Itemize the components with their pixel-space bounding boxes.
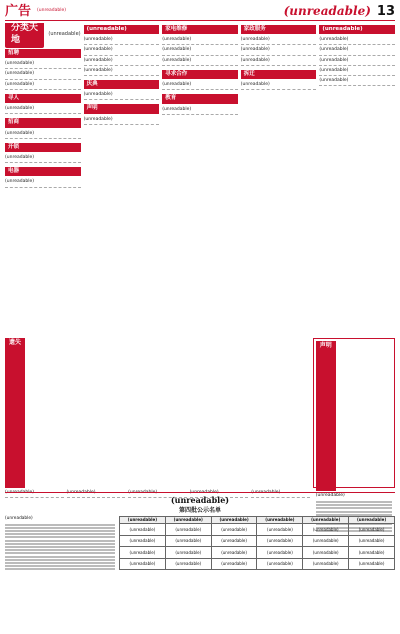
notice-text-filler	[5, 524, 115, 571]
classified-ad: (unreadable)	[319, 58, 395, 66]
table-cell: (unreadable)	[165, 558, 211, 570]
lost-notice: (unreadable)	[128, 490, 187, 498]
category-label: 拆迁	[241, 70, 317, 79]
table-cell: (unreadable)	[303, 547, 349, 559]
table-cell: (unreadable)	[303, 558, 349, 570]
classified-ad: (unreadable)	[5, 179, 81, 187]
table-cell: (unreadable)	[165, 524, 211, 536]
category-label: 家电维修	[162, 25, 238, 34]
table-cell: (unreadable)	[303, 535, 349, 547]
classified-ad: (unreadable)	[162, 107, 238, 115]
classified-banner	[5, 23, 81, 45]
table-header-cell: (unreadable)	[165, 516, 211, 523]
category-label: 开锁	[5, 143, 81, 152]
lost-notice: (unreadable)	[67, 490, 126, 498]
classified-ad: (unreadable)	[241, 37, 317, 45]
table-body	[120, 524, 395, 570]
notice-text	[5, 516, 115, 570]
lost-notice: (unreadable)	[5, 490, 64, 498]
classified-ad: (unreadable)	[84, 37, 160, 45]
notice-text-body: (unreadable)	[5, 515, 33, 521]
page-number: 13	[376, 3, 395, 19]
masthead	[5, 3, 395, 21]
table-row	[120, 558, 395, 570]
notice-body	[5, 516, 395, 570]
classified-grid	[5, 23, 395, 335]
category-label: 电器	[5, 167, 81, 176]
table-cell: (unreadable)	[349, 558, 395, 570]
classified-ad: (unreadable)	[5, 61, 81, 69]
category-label: (unreadable)	[84, 25, 160, 34]
table-cell: (unreadable)	[257, 535, 303, 547]
lost-notices-label: 遗失	[5, 338, 25, 488]
issue-date: (unreadable)	[37, 8, 66, 14]
category-label: 家政服务	[241, 25, 317, 34]
banner-hotline: (unreadable)	[48, 30, 81, 37]
statement-text: (unreadable)	[315, 493, 345, 498]
notices-section	[5, 338, 395, 498]
classified-ad: (unreadable)	[5, 82, 81, 90]
table-cell: (unreadable)	[120, 535, 166, 547]
table-cell: (unreadable)	[211, 535, 257, 547]
classified-ad: (unreadable)	[84, 47, 160, 55]
public-notice	[5, 492, 395, 630]
classified-ad: (unreadable)	[5, 71, 81, 79]
category-label: 招聘	[5, 49, 81, 58]
column-5	[319, 23, 395, 335]
newspaper-brand: (unreadable)	[283, 4, 371, 19]
category-label: 招商	[5, 118, 81, 127]
statement-box	[313, 338, 395, 498]
public-list-table	[119, 516, 395, 570]
table-cell: (unreadable)	[165, 535, 211, 547]
classified-ad: (unreadable)	[319, 37, 395, 45]
table-cell: (unreadable)	[349, 535, 395, 547]
lost-notices	[5, 338, 310, 495]
table-cell: (unreadable)	[120, 558, 166, 570]
lost-notice: (unreadable)	[251, 490, 310, 498]
classified-ad: (unreadable)	[162, 58, 238, 66]
table-header-cell: (unreadable)	[257, 516, 303, 523]
table-cell: (unreadable)	[211, 558, 257, 570]
notice-subhead: 第四批公示名单	[178, 506, 221, 514]
classified-ad: (unreadable)	[162, 47, 238, 55]
notice-headline: (unreadable)	[170, 495, 230, 505]
category-label: 声明	[84, 104, 160, 113]
category-label: 教育	[162, 94, 238, 103]
table-header-cell: (unreadable)	[349, 516, 395, 523]
table-row	[120, 535, 395, 547]
table-cell: (unreadable)	[303, 524, 349, 536]
classified-ad: (unreadable)	[241, 47, 317, 55]
section-title: 广告	[5, 3, 32, 19]
classified-ad: (unreadable)	[84, 58, 160, 66]
banner-title: 分类天地	[5, 23, 44, 48]
column-3	[162, 23, 238, 335]
category-label: 寻人	[5, 94, 81, 103]
category-label: 庆典	[84, 80, 160, 89]
classified-ad: (unreadable)	[5, 131, 81, 139]
classified-ad: (unreadable)	[241, 82, 317, 90]
classified-ad: (unreadable)	[241, 58, 317, 66]
classified-ad: (unreadable)	[162, 82, 238, 90]
lost-notice: (unreadable)	[190, 490, 249, 498]
classified-ad: (unreadable)	[319, 47, 395, 55]
category-label: 寻求合作	[162, 70, 238, 79]
column-1	[5, 23, 81, 335]
table-header-cell: (unreadable)	[303, 516, 349, 523]
classified-ad: (unreadable)	[319, 78, 395, 86]
table-cell: (unreadable)	[120, 524, 166, 536]
classified-ad: (unreadable)	[84, 68, 160, 76]
table-row	[120, 547, 395, 559]
table-cell: (unreadable)	[349, 524, 395, 536]
table-cell: (unreadable)	[257, 558, 303, 570]
classified-ad: (unreadable)	[84, 117, 160, 125]
classified-ad: (unreadable)	[5, 106, 81, 114]
table-header-cell: (unreadable)	[211, 516, 257, 523]
table-cell: (unreadable)	[211, 524, 257, 536]
table-cell: (unreadable)	[257, 524, 303, 536]
classified-ad: (unreadable)	[162, 37, 238, 45]
statement-label: 声明	[316, 341, 336, 491]
table-cell: (unreadable)	[165, 547, 211, 559]
table-header-cell: (unreadable)	[120, 516, 166, 523]
table-row	[120, 524, 395, 536]
classified-ad: (unreadable)	[84, 92, 160, 100]
table-cell: (unreadable)	[211, 547, 257, 559]
table-cell: (unreadable)	[120, 547, 166, 559]
classified-ad: (unreadable)	[319, 68, 395, 76]
classified-ad: (unreadable)	[5, 155, 81, 163]
table-cell: (unreadable)	[257, 547, 303, 559]
column-2	[84, 23, 160, 335]
category-label: (unreadable)	[319, 25, 395, 34]
table-header-row	[120, 516, 395, 523]
column-4	[241, 23, 317, 335]
table-cell: (unreadable)	[349, 547, 395, 559]
